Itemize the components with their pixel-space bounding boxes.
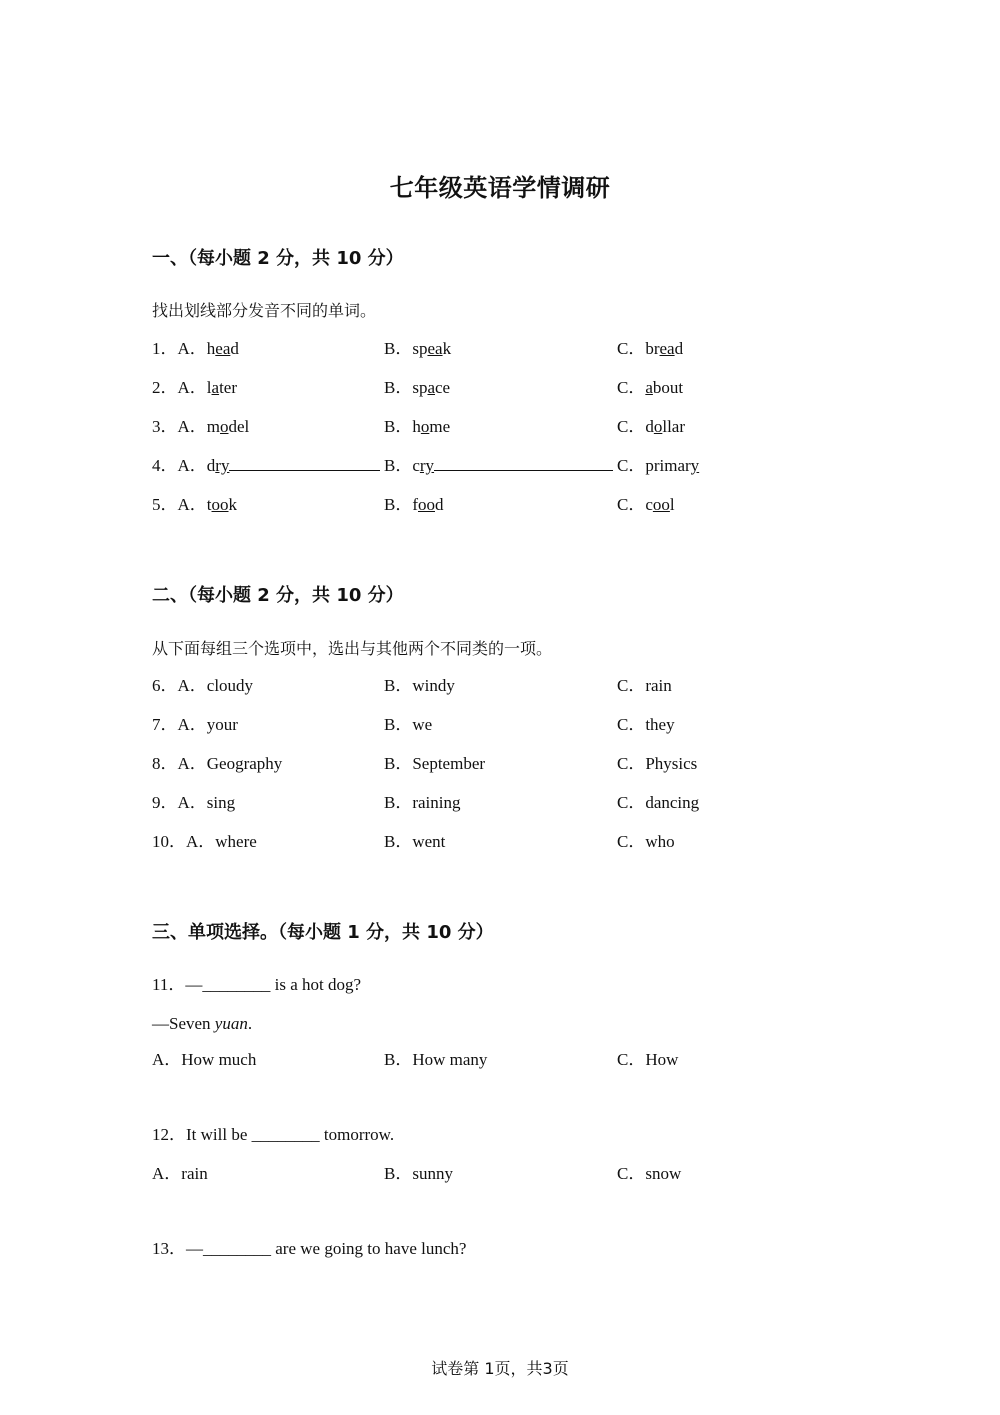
- question-row-5: [152, 493, 852, 517]
- option-c: C．Physics: [617, 754, 698, 773]
- section-1-heading: 一、（每小题 2 分，共 10 分）: [152, 248, 404, 269]
- option-a: 1．A．head: [152, 339, 239, 358]
- option-a: A．How much: [152, 1050, 257, 1069]
- underline-rule: [434, 454, 613, 471]
- option-c: C．primary: [617, 456, 700, 475]
- option-c: C．they: [617, 715, 675, 734]
- option-a: 2．A．later: [152, 378, 237, 397]
- question-row-4: [152, 454, 852, 478]
- question-12-stem: 12．It will be ________ tomorrow.: [152, 1125, 395, 1144]
- question-row-6: [152, 674, 852, 698]
- option-c: C．snow: [617, 1164, 682, 1183]
- option-a: A．rain: [152, 1164, 208, 1183]
- question-row-3: [152, 415, 852, 439]
- option-a: 7．A．your: [152, 715, 238, 734]
- option-a: 10．A．where: [152, 832, 257, 851]
- option-c: C．who: [617, 832, 675, 851]
- question-13-stem: 13．—________ are we going to have lunch?: [152, 1239, 467, 1258]
- question-row-1: [152, 337, 852, 361]
- option-c: C．dollar: [617, 417, 685, 436]
- option-a: 5．A．took: [152, 495, 238, 514]
- question-11-stem: 11．—________ is a hot dog?: [152, 975, 362, 994]
- section-3-heading: 三、单项选择。（每小题 1 分，共 10 分）: [152, 922, 494, 943]
- page-footer: 试卷第 1页，共3页: [431, 1359, 569, 1378]
- option-b: B．sunny: [384, 1164, 453, 1183]
- option-b: B．cry: [384, 454, 613, 478]
- section-1-instruction: 找出划线部分发音不同的单词。: [152, 301, 377, 320]
- underline-rule: [229, 454, 380, 471]
- option-c: C．bread: [617, 339, 684, 358]
- option-c: C．dancing: [617, 793, 700, 812]
- question-11-reply: —Seven yuan.: [152, 1014, 253, 1033]
- option-b: B．food: [384, 495, 444, 514]
- page-title: 七年级英语学情调研: [389, 174, 611, 202]
- question-row-7: [152, 713, 852, 737]
- option-a: 3．A．model: [152, 417, 250, 436]
- option-b: B．speak: [384, 339, 452, 358]
- option-b: B．home: [384, 417, 451, 436]
- option-a: 4．A．dry: [152, 454, 380, 478]
- question-row-10: [152, 830, 852, 854]
- option-b: B．went: [384, 832, 446, 851]
- option-b: B．September: [384, 754, 486, 773]
- option-b: B．raining: [384, 793, 461, 812]
- option-b: B．space: [384, 378, 451, 397]
- question-row-2: [152, 376, 852, 400]
- option-c: C．about: [617, 378, 684, 397]
- question-12-options: [152, 1162, 852, 1186]
- section-2-instruction: 从下面每组三个选项中，选出与其他两个不同类的一项。: [152, 639, 553, 658]
- question-row-9: [152, 791, 852, 815]
- section-2-heading: 二、（每小题 2 分，共 10 分）: [152, 585, 404, 606]
- question-row-8: [152, 752, 852, 776]
- option-b: B．How many: [384, 1050, 488, 1069]
- option-b: B．we: [384, 715, 433, 734]
- option-c: C．cool: [617, 495, 675, 514]
- option-a: 9．A．sing: [152, 793, 236, 812]
- option-c: C．How: [617, 1050, 679, 1069]
- question-11-options: [152, 1048, 852, 1072]
- option-b: B．windy: [384, 676, 455, 695]
- option-a: 6．A．cloudy: [152, 676, 254, 695]
- option-c: C．rain: [617, 676, 672, 695]
- option-a: 8．A．Geography: [152, 754, 283, 773]
